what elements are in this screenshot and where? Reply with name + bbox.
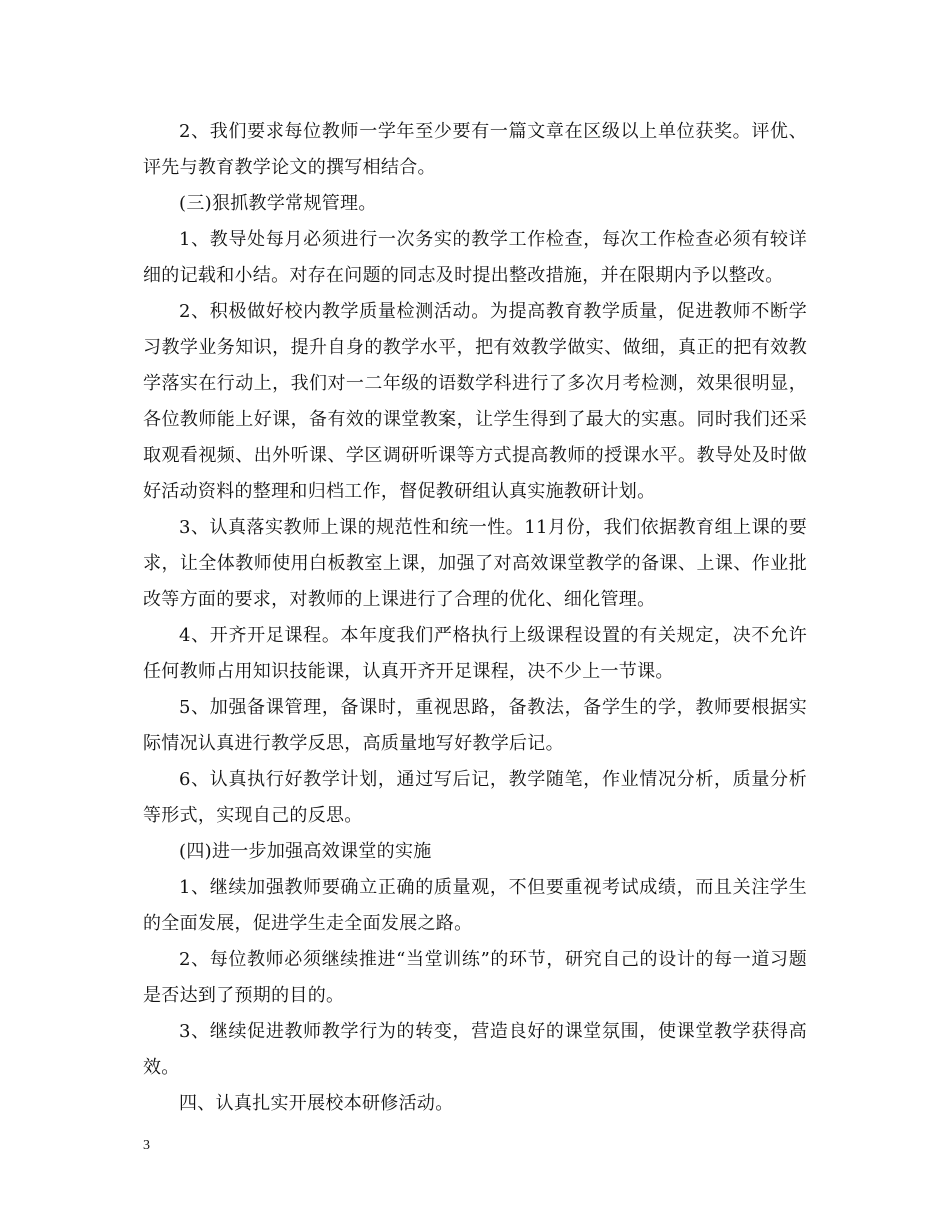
section-heading: 四、认真扎实开展校本研修活动。 — [179, 1093, 454, 1114]
paragraph: 2、积极做好校内教学质量检测活动。为提高教育教学质量，促进教师不断学习教学业务知识，提升自身的教学水平，把有效教学做实、做细，真正的把有效教学落实在行动上，我们对一二年级的语数学科进行了多次月考检测，效果很明显，各位教师能上好课，备有效的课堂教案，让学生得到了最大的实惠。同时我们还采取观看视频、出外听课、学区调研听课等方式提高教师的授课水平。教导处及时做好活动资料的整理和归档工作，督促教研组认真实施教研计划。 — [143, 301, 807, 502]
paragraph: 3、认真落实教师上课的规范性和统一性。11月份，我们依据教育组上课的要求，让全体教师使用白板教室上课，加强了对高效课堂教学的备课、上课、作业批改等方面的要求，对教师的上课进行了合理的优化、细化管理。 — [143, 517, 807, 610]
paragraph: 3、继续促进教师教学行为的转变，营造良好的课堂氛围，使课堂教学获得高效。 — [143, 1021, 807, 1078]
paragraph: 2、我们要求每位教师一学年至少要有一篇文章在区级以上单位获奖。评优、评先与教育教学论文的撰写相结合。 — [143, 121, 807, 178]
paragraph: 1、教导处每月必须进行一次务实的教学工作检查，每次工作检查必须有较详细的记载和小结。对存在问题的同志及时提出整改措施，并在限期内予以整改。 — [143, 229, 807, 286]
paragraph: 4、开齐开足课程。本年度我们严格执行上级课程设置的有关规定，决不允许任何教师占用知识技能课，认真开齐开足课程，决不少上一节课。 — [143, 625, 807, 682]
paragraph: 1、继续加强教师要确立正确的质量观，不但要重视考试成绩，而且关注学生的全面发展，促进学生走全面发展之路。 — [143, 877, 807, 934]
paragraph: 2、每位教师必须继续推进“当堂训练”的环节，研究自己的设计的每一道习题是否达到了预期的目的。 — [143, 949, 807, 1006]
document-body — [143, 114, 807, 1122]
paragraph: 6、认真执行好教学计划，通过写后记，教学随笔，作业情况分析，质量分析等形式，实现自己的反思。 — [143, 769, 807, 826]
section-heading: (三)狠抓教学常规管理。 — [179, 193, 377, 214]
paragraph: 5、加强备课管理，备课时，重视思路，备教法，备学生的学，教师要根据实际情况认真进行教学反思，高质量地写好教学后记。 — [143, 697, 807, 754]
page-number: 3 — [143, 1138, 150, 1153]
section-heading: (四)进一步加强高效课堂的实施 — [179, 841, 432, 862]
